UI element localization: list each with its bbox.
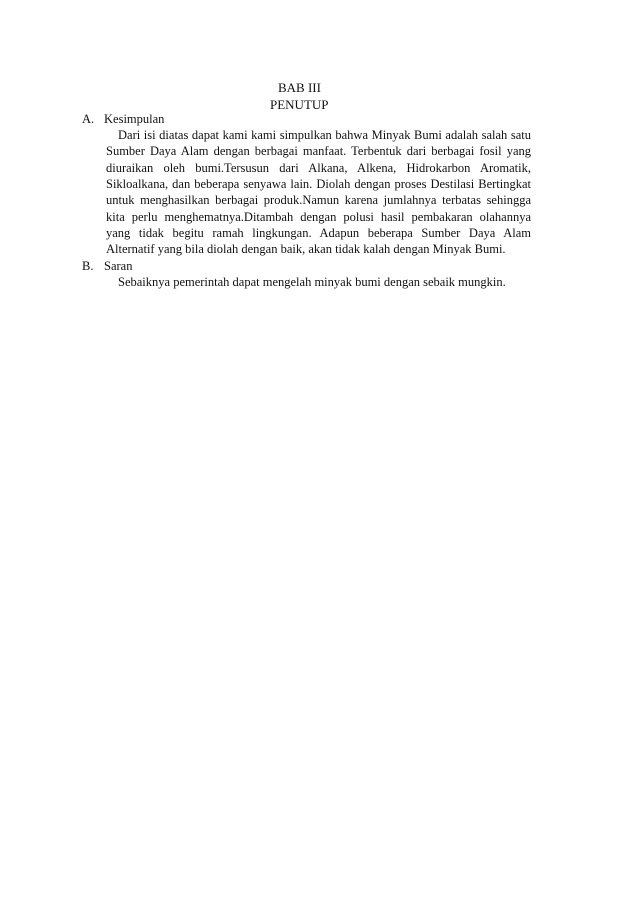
kesimpulan-paragraph: Dari isi diatas dapat kami kami simpulkan bahwa Minyak Bumi adalah salah satu Sumber Daya Alam dengan berbagai manfaat. Terbentuk dari berbagai fosil yang diuraikan oleh bumi.Tersusun dari Alkana, Alkena, Hidrokarbon Aromatik, Sikloalkana, dan beberapa senyawa lain. Diolah dengan proses Destilasi Bertingkat untuk menghasilkan berbagai produk.Namun karena jumlahnya terbatas sehingga kita perlu menghematnya.Ditambah dengan polusi hasil pembakaran olahannya yang tidak begitu ramah lingkungan. Adapun beberapa Sumber Daya Alam Alternatif yang bila diolah dengan baik, akan tidak kalah dengan Minyak Bumi. <box>106 128 531 257</box>
saran-paragraph: Sebaiknya pemerintah dapat mengelah minyak bumi dengan sebaik mungkin. <box>118 275 506 289</box>
section-title: Kesimpulan <box>104 112 165 126</box>
chapter-heading <box>270 79 360 113</box>
section-letter: A. <box>82 112 95 126</box>
section-heading-kesimpulan <box>82 111 164 127</box>
chapter-title: PENUTUP <box>270 97 329 112</box>
chapter-number: BAB III <box>278 80 321 95</box>
section-letter: B. <box>82 259 94 273</box>
section-title: Saran <box>104 259 133 273</box>
section-heading-saran <box>82 258 132 274</box>
